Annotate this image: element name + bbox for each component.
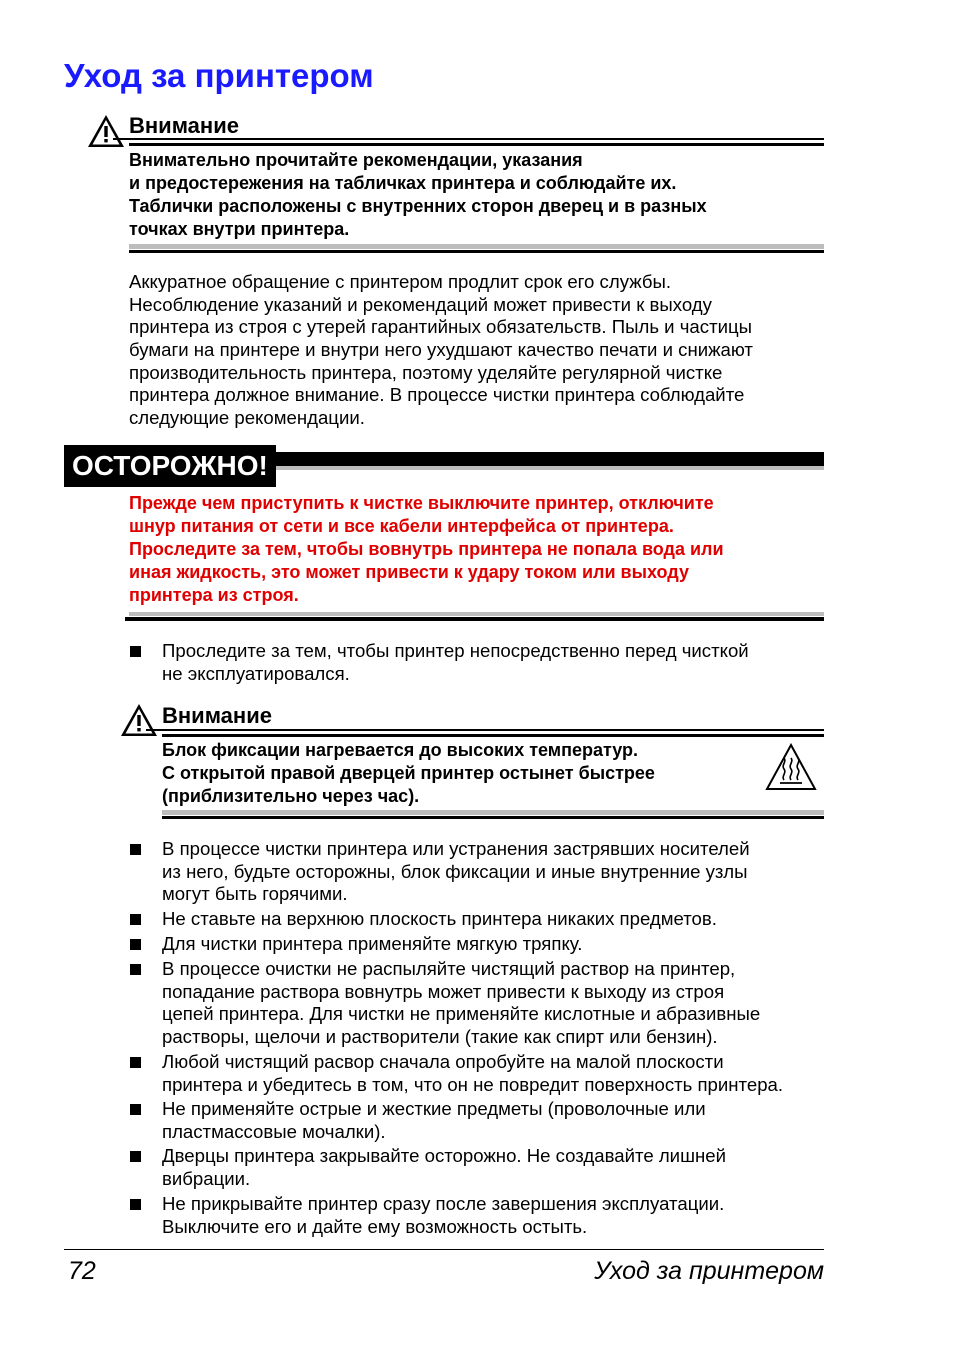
list-item-line: попадание раствора вовнутрь может привести к выходу из строя (162, 980, 725, 1002)
list-item-line: Не применяйте острые и жесткие предметы (проволочные или (162, 1098, 706, 1119)
bullet-square-icon (130, 1057, 141, 1068)
list-item-line: вибрации. (162, 1167, 251, 1189)
caution-bottom-shade (129, 612, 824, 616)
bullet-square-icon (130, 1199, 141, 1210)
page-title: Уход за принтером (64, 57, 374, 94)
footer-section-title: Уход за принтером (594, 1257, 824, 1285)
warning-text (162, 739, 655, 808)
list-item-line: Любой чистящий расвор сначала опробуйте на малой плоскости (162, 1051, 724, 1072)
hot-surface-icon (765, 743, 817, 791)
list-item-line: цепей принтера. Для чистки не применяйте кислотные и абразивные (162, 1003, 761, 1025)
list-item-line: В процессе чистки принтера или устранения застрявших носителей (162, 838, 750, 859)
list-item-line: не эксплуатировался. (162, 662, 350, 684)
list-item-text (162, 1051, 783, 1096)
warning-bottom-rule (162, 816, 824, 819)
warning-text-line: (приблизительно через час). (162, 786, 420, 806)
bullet-square-icon (130, 844, 141, 855)
list-item-line: Для чистки принтера применяйте мягкую тряпку. (162, 933, 583, 954)
list-item-text (162, 1098, 706, 1143)
bullet-square-icon (130, 914, 141, 925)
list-item-line: В процессе очистки не распыляйте чистящий раствор на принтер, (162, 958, 736, 979)
list-item-text (162, 908, 717, 931)
caution-text-line: Проследите за тем, чтобы вовнутрь принтера не попала вода или (129, 539, 724, 559)
list-item-line: растворы, щелочи и растворители (такие как спирт или бензин). (162, 1026, 718, 1048)
intro-line: принтера из строя с утерей гарантийных обязательств. Пыль и частицы (129, 316, 752, 338)
list-item-text (162, 933, 582, 956)
caution-text (129, 492, 724, 607)
bullet-square-icon (130, 646, 141, 657)
list-item-text (162, 640, 749, 685)
warning-text-line: Блок фиксации нагревается до высоких температур. (162, 740, 639, 760)
warning-text-line: Таблички расположены с внутренних сторон дверец и в разных (129, 196, 707, 216)
bullet-square-icon (130, 1151, 141, 1162)
list-item-line: могут быть горячими. (162, 883, 348, 905)
page-number: 72 (68, 1257, 96, 1285)
list-item-text (162, 1193, 724, 1238)
list-item-text (162, 838, 750, 906)
warning-bottom-shade (129, 244, 824, 249)
list-item-text (162, 958, 760, 1049)
bullet-square-icon (130, 1104, 141, 1115)
warning-top-rule (146, 729, 824, 731)
list-item-line: из него, будьте осторожны, блок фиксации и иные внутренние узлы (162, 860, 748, 882)
bullet-square-icon (130, 939, 141, 950)
list-item-line: принтера и убедитесь в том, что он не повредит поверхность принтера. (162, 1073, 784, 1095)
intro-paragraph (129, 271, 753, 430)
list-item-line: Дверцы принтера закрывайте осторожно. Не создавайте лишней (162, 1145, 726, 1166)
warning-text (129, 149, 707, 241)
warning-text-line: С открытой правой дверцей принтер остынет быстрее (162, 763, 655, 783)
warning-heading: Внимание (129, 113, 239, 138)
warning-text-line: точках внутри принтера. (129, 219, 350, 239)
caution-text-line: принтера из строя. (129, 585, 299, 605)
caution-bottom-rule (125, 617, 824, 621)
caution-label: ОСТОРОЖНО! (64, 445, 276, 487)
list-item-line: Не ставьте на верхнюю плоскость принтера никаких предметов. (162, 908, 717, 929)
intro-line: Несоблюдение указаний и рекомендаций может привести к выходу (129, 293, 712, 315)
warning-text-line: и предостережения на табличках принтера и соблюдайте их. (129, 173, 677, 193)
intro-line: принтера должное внимание. В процессе чистки принтера соблюдайте (129, 384, 745, 406)
warning-text-line: Внимательно прочитайте рекомендации, указания (129, 150, 583, 170)
warning-bottom-shade (162, 810, 824, 815)
warning-bottom-rule (129, 250, 824, 253)
caution-text-line: Прежде чем приступить к чистке выключите принтер, отключите (129, 493, 714, 513)
list-item-text (162, 1145, 726, 1190)
warning-top-rule-thick (162, 734, 824, 737)
intro-line: Аккуратное обращение с принтером продлит срок его службы. (129, 271, 672, 292)
bullet-square-icon (130, 964, 141, 975)
warning-triangle-icon (120, 703, 158, 737)
caution-text-line: шнур питания от сети и все кабели интерфейса от принтера. (129, 516, 674, 536)
intro-line: бумаги на принтере и внутри него ухудшают качество печати и снижают (129, 339, 753, 361)
list-item-line: Выключите его и дайте ему возможность остыть. (162, 1215, 588, 1237)
list-item-line: пластмассовые мочалки). (162, 1120, 386, 1142)
intro-line: производительность принтера, поэтому уделяйте регулярной чистке (129, 361, 723, 383)
warning-heading: Внимание (162, 703, 272, 728)
warning-top-rule (113, 138, 824, 140)
caution-text-line: иная жидкость, это может привести к удару током или выходу (129, 562, 689, 582)
list-item-line: Проследите за тем, чтобы принтер непосредственно перед чисткой (162, 640, 749, 661)
footer-rule (64, 1249, 824, 1250)
list-item-line: Не прикрывайте принтер сразу после завершения эксплуатации. (162, 1193, 725, 1214)
intro-line: следующие рекомендации. (129, 407, 365, 429)
warning-top-rule-thick (129, 143, 824, 146)
warning-triangle-icon (87, 114, 125, 148)
